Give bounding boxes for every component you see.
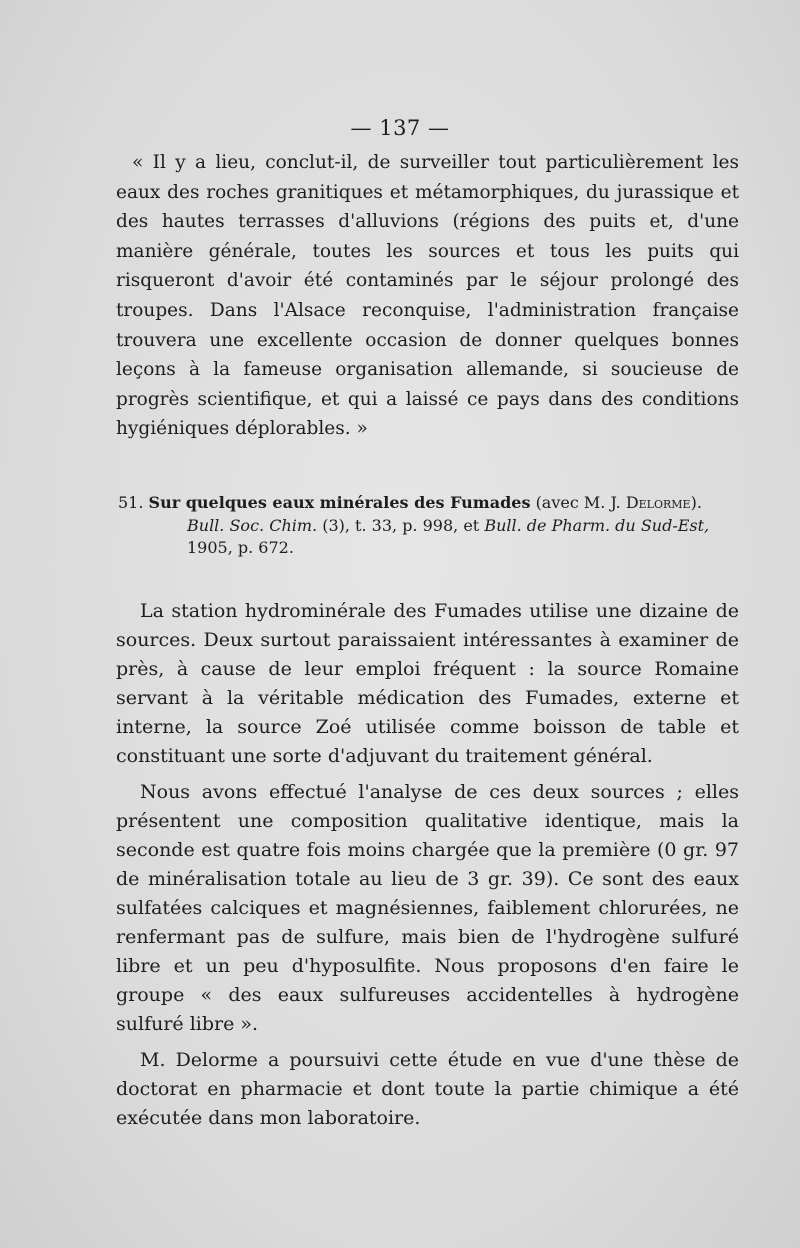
reference-citation [118,515,758,560]
quotation-block [116,148,739,444]
reference-coauthor: Delorme [625,493,691,512]
reference-year-page: 1905, p. 672. [187,538,294,557]
journal-name-1: Bull. Soc. Chim. [187,515,318,535]
paragraph-2: Nous avons effectué l'analyse de ces deux sources ; elles présentent une composition qualitative identique, mais la seconde est quatre fois moins chargée que la première (0 gr. 97 de minéralisation totale au lieu de 3 gr. 39). Ce sont des eaux sulfatées calciques et magnésiennes, faiblement chlorurées, ne renfermant pas de sulfure, mais bien de l'hydrogène sulfuré libre et un peu d'hyposulfite. Nous proposons d'en faire le groupe « des eaux sulfureuses accidentelles à hydrogène sulfuré libre ». [116,781,739,1035]
reference-number: 51. [118,493,144,512]
body-text [116,597,739,1140]
journal-details-1: (3), t. 33, p. 998, et [322,515,480,535]
reference-coauthor-suffix: ). [690,493,702,512]
journal-name-2: Bull. de Pharm. du Sud-Est, [484,515,710,535]
quote-paragraph: « Il y a lieu, conclut-il, de surveiller tout particulièrement les eaux des roches granitiques et métamorphiques, du jurassique et des hautes terrasses d'alluvions (régions des puits et, d'une manière générale, toutes les sources et tous les puits qui risqueront d'avoir été contaminés par le séjour prolongé des troupes. Dans l'Alsace reconquise, l'administration française trouvera une excellente occasion de donner quelques bonnes leçons à la fameuse organisation allemande, si soucieuse de progrès scientifique, et qui a laissé ce pays dans des conditions hygiéniques déplorables. » [116,152,739,440]
page-number: — 137 — [350,116,450,140]
paragraph-3: M. Delorme a poursuivi cette étude en vue d'une thèse de doctorat en pharmacie et dont toute la partie chimique a été exécutée dans mon laboratoire. [116,1049,739,1129]
reference-title: Sur quelques eaux minérales des Fumades [148,493,531,512]
reference-entry [118,492,758,560]
reference-coauthor-prefix: (avec M. J. [535,493,621,512]
paragraph-1: La station hydrominérale des Fumades utilise une dizaine de sources. Deux surtout paraissaient intéressantes à examiner de près, à cause de leur emploi fréquent : la source Romaine servant à la véritable médication des Fumades, externe et interne, la source Zoé utilisée comme boisson de table et constituant une sorte d'adjuvant du traitement général. [116,600,739,767]
